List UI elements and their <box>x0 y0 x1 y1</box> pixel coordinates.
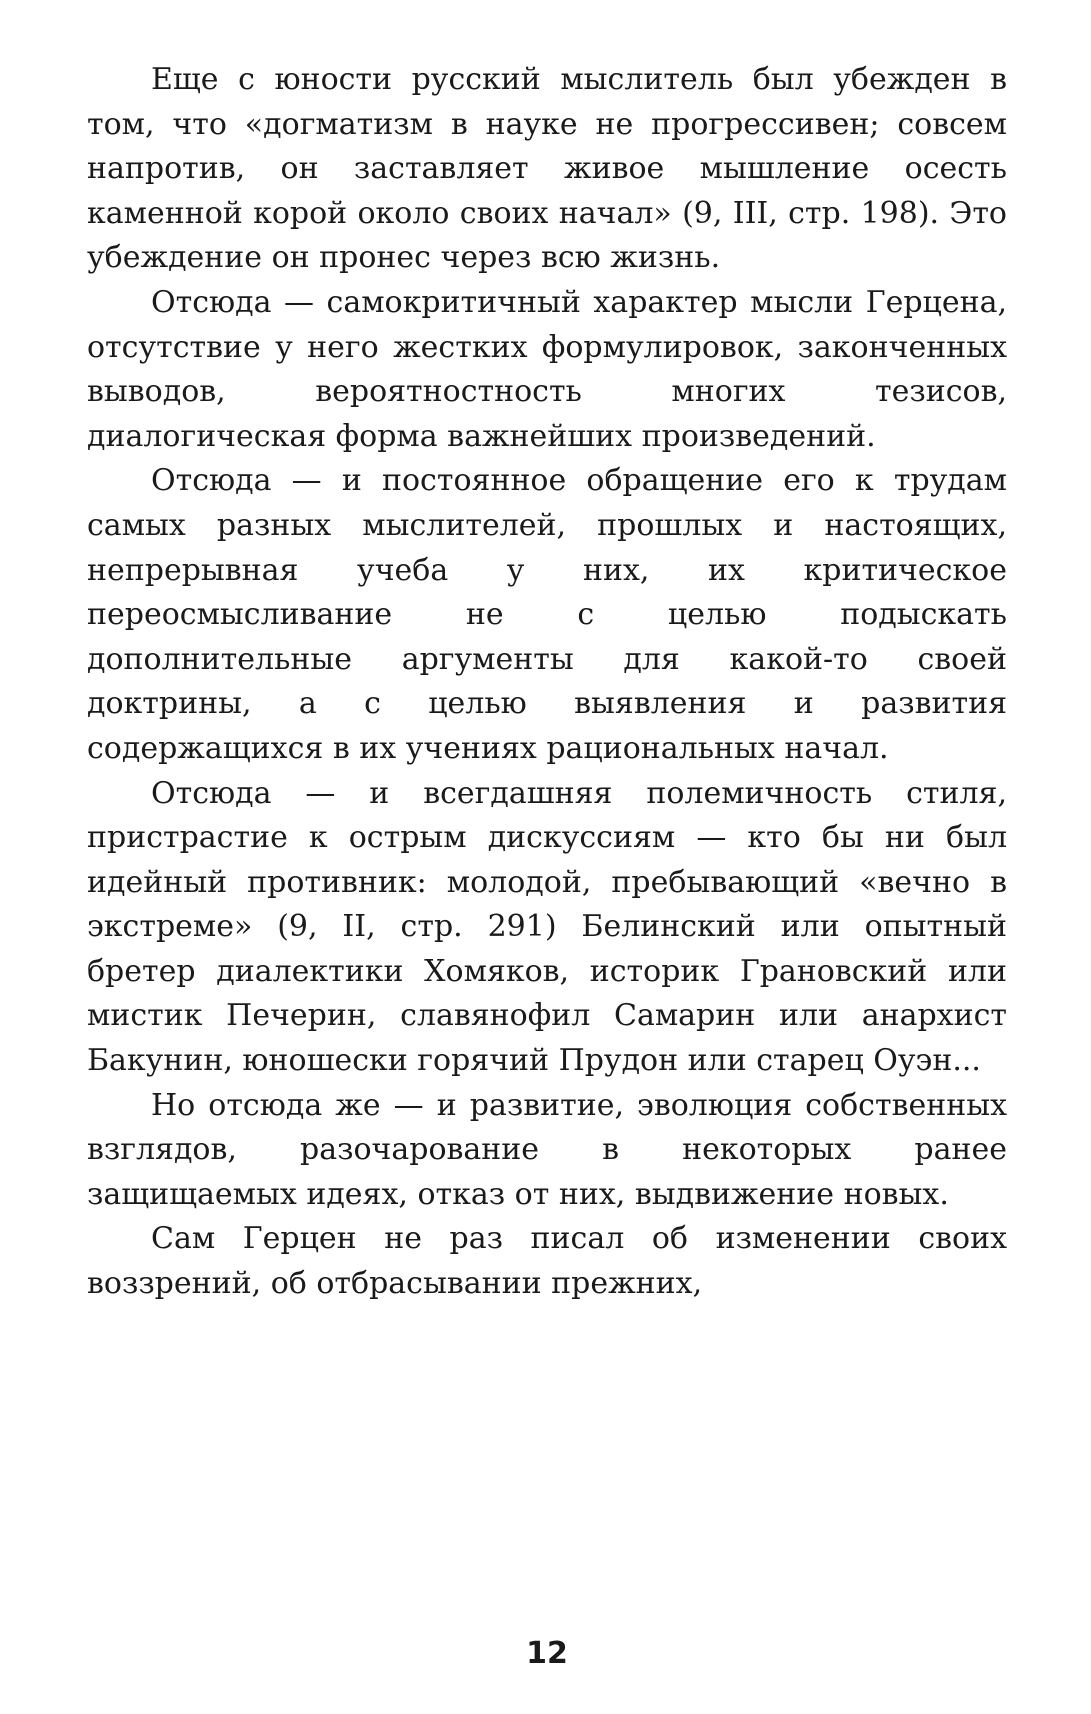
paragraph-4: Отсюда — и всегдашняя полемичность стиля, пристрастие к острым дискуссиям — кто бы ни был идейный противник: молодой, пребывающий «вечно в экстреме» (9, II, стр. 291) Белинский или опытный бретер диалектики Хомяков, историк Грановский или мистик Печерин, славянофил Самарин или анархист Бакунин, юношески горячий Прудон или старец Оуэн... <box>87 775 1007 1079</box>
paragraph-3: Отсюда — и постоянное обращение его к трудам самых разных мыслителей, прошлых и настоящих, непрерывная учеба у них, их критическое переосмысливание не с целью подыскать дополнительные аргументы для какой-то своей доктрины, а с целью выявления и развития содержащихся в их учениях рациональных начал. <box>87 463 1007 766</box>
body-text <box>87 58 1007 1307</box>
paragraph-5: Но отсюда же — и развитие, эволюция собственных взглядов, разочарование в некоторых ранее защищаемых идеях, отказ от них, выдвижение новых. <box>87 1087 1007 1212</box>
paragraph-1: Еще с юности русский мыслитель был убежден в том, что «догматизм в науке не прогрессивен; совсем напротив, он заставляет живое мышление осесть каменной корой около своих начал» (9, III, стр. 198). Это убеждение он пронес через всю жизнь. <box>87 62 1007 276</box>
book-page <box>87 58 1007 1671</box>
page-number: 12 <box>526 1636 568 1671</box>
paragraph-6: Сам Герцен не раз писал об изменении своих воззрений, об отбрасывании прежних, <box>87 1221 1007 1302</box>
paragraph-2: Отсюда — самокритичный характер мысли Герцена, отсутствие у него жестких формулировок, законченных выводов, вероятностность многих тезисов, диалогическая форма важнейших произведений. <box>87 284 1007 454</box>
